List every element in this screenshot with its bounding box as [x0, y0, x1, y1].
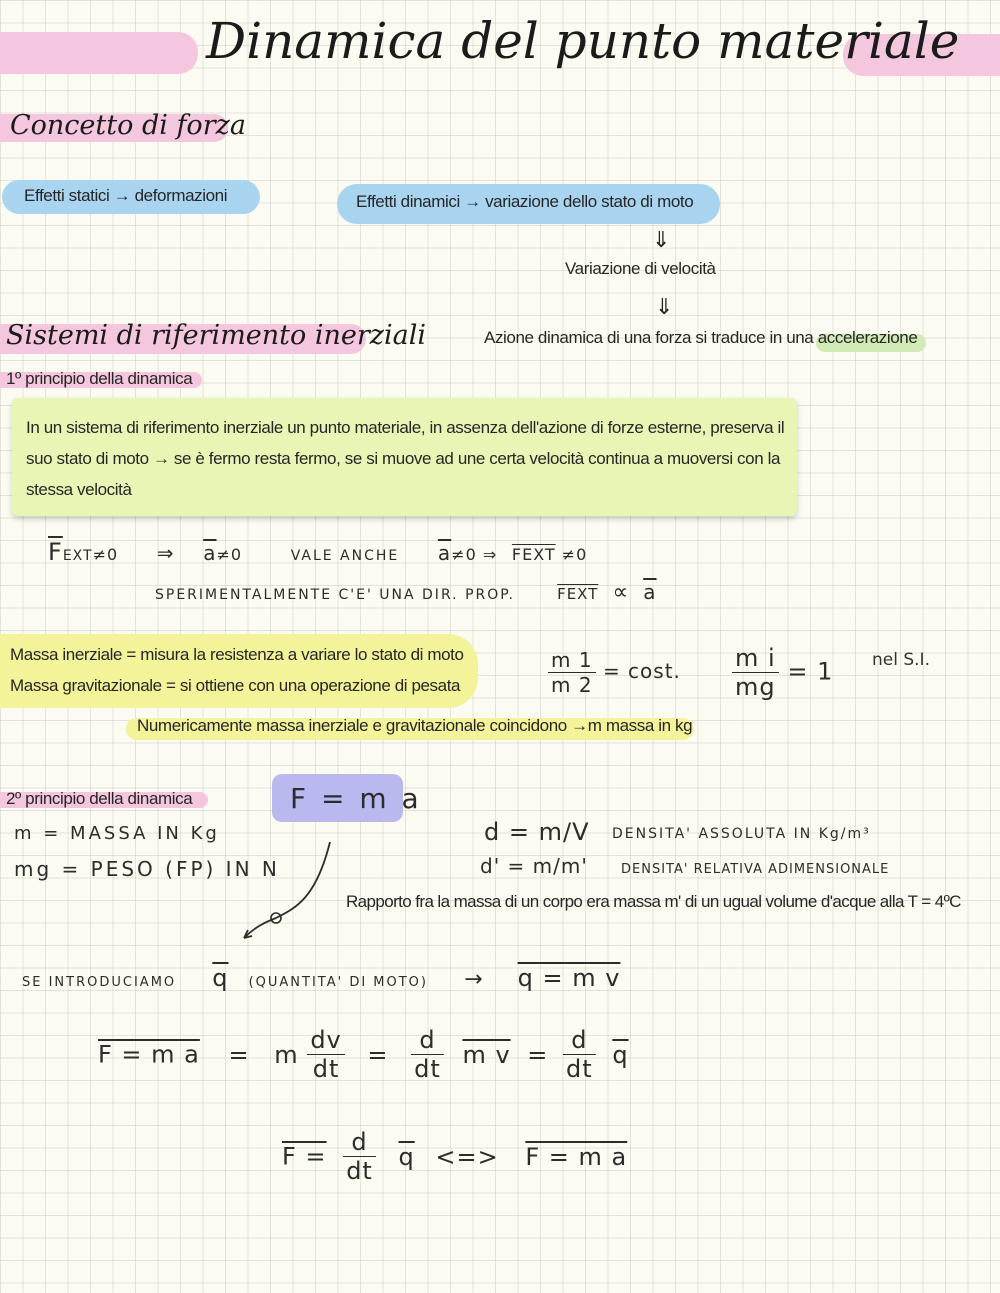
eq2-f: F =	[282, 1142, 327, 1171]
densita-rel-formula: d' = m/m'	[480, 854, 588, 878]
accel-symbol: $\overline{a}$	[203, 541, 217, 565]
fraction	[411, 1026, 444, 1083]
massa-gravitazionale: Massa gravitazionale = si ottiene con una operazione di pesata	[10, 676, 461, 695]
principio1-label: 1º principio della dinamica	[6, 369, 193, 388]
quantita-moto: (QUANTITA' DI MOTO)	[248, 975, 428, 990]
sperimentalmente: SPERIMENTALMENTE C'E' UNA DIR. PROP.	[155, 587, 515, 603]
eq2-rhs: F = m a	[525, 1142, 628, 1171]
vale-anche: VALE ANCHE	[290, 548, 400, 564]
effetti-statici: Effetti statici → deformazioni	[24, 186, 228, 205]
frac-denominator: mg	[735, 673, 776, 701]
frac-numerator: m 1	[548, 648, 596, 673]
equation-1	[98, 1026, 629, 1083]
forza-heading: Concetto di forza	[10, 110, 246, 141]
rapporto-text: Rapporto fra la massa di un corpo era massa m' di un ugual volume d'acque alla T = 4ºC	[346, 892, 961, 911]
azione-dinamica	[484, 328, 917, 348]
fraction	[548, 648, 596, 697]
principio1-text: In un sistema di riferimento inerziale un punto materiale, in assenza dell'azione di forze esterne, preserva il suo stato di moto → se è fermo resta fermo, se si muove ad une certa velocità continua a muoversi con la stessa velocità	[26, 418, 785, 499]
mass-ratio-2	[732, 644, 833, 701]
effetti-dinamici: Effetti dinamici → variazione dello stato di moto	[356, 192, 694, 211]
equation-2	[282, 1128, 627, 1185]
eq1-mv: m v	[462, 1040, 511, 1069]
implies-arrow: ⇒	[156, 541, 175, 565]
peso: mg = PESO (FP) IN N	[14, 857, 280, 881]
accelerazione-word: accelerazione	[817, 328, 918, 347]
fraction	[307, 1026, 344, 1083]
densita-rel-desc: DENSITA' RELATIVA ADIMENSIONALE	[621, 862, 890, 877]
azione-text: Azione dinamica di una forza si traduce in una	[484, 328, 814, 347]
frac-denominator: dt	[414, 1055, 441, 1083]
eq2-iff: <=>	[435, 1142, 499, 1171]
frac-rhs: = cost.	[602, 659, 681, 683]
eq1-equals: =	[228, 1040, 250, 1069]
neq-zero: ≠0	[92, 545, 119, 564]
principio1-box	[12, 398, 797, 516]
frac-numerator: d	[411, 1026, 444, 1055]
frac-denominator: dt	[312, 1055, 340, 1083]
eq1-equals-3: =	[527, 1040, 549, 1069]
proportional-symbol: ∝	[612, 580, 630, 605]
eq1-q: $\overline{q}$	[612, 1040, 629, 1069]
mass-ratio-1	[548, 648, 681, 697]
inerziali-heading: Sistemi di riferimento inerziali	[6, 320, 426, 351]
fraction	[732, 644, 779, 701]
q-symbol: $\overline{q}$	[212, 964, 229, 992]
se-introduciamo: SE INTRODUCIAMO	[22, 975, 177, 990]
eq1-equals-2: =	[367, 1040, 389, 1069]
fext-symbol: FEXT	[511, 545, 556, 564]
down-arrow-icon: ⇓	[655, 295, 674, 320]
eq1-lhs: F = m a	[98, 1040, 200, 1069]
fraction	[563, 1026, 596, 1083]
fraction	[343, 1128, 376, 1185]
quantita-line	[22, 964, 620, 992]
arrow-curve	[244, 842, 330, 938]
frac-numerator: d	[343, 1128, 376, 1157]
right-arrow-icon: →	[464, 967, 484, 992]
force-symbol: $\overline{F}$	[48, 538, 63, 566]
massa-inerziale: Massa inerziale = misura la resistenza a variare lo stato di moto	[10, 645, 464, 664]
ext-subscript: EXT	[62, 548, 93, 564]
down-arrow-icon: ⇓	[652, 228, 671, 253]
variazione-velocita: Variazione di velocità	[565, 259, 716, 278]
frac-denominator: m 2	[551, 673, 593, 697]
frac-numerator: dv	[307, 1026, 344, 1055]
page-title: Dinamica del punto materiale	[206, 12, 960, 70]
pointer-arrow	[236, 838, 336, 948]
eq1-m: m	[274, 1040, 299, 1069]
principio2-label: 2º principio della dinamica	[6, 789, 193, 808]
title-highlight-left	[0, 32, 198, 74]
frac-denominator: dt	[346, 1157, 373, 1185]
frac-numerator: m i	[732, 644, 779, 673]
neq-zero-3: ≠0	[561, 545, 588, 564]
frac-numerator: d	[563, 1026, 596, 1055]
massa-kg: m = MASSA IN Kg	[14, 823, 220, 844]
accel-symbol-3: $\overline{a}$	[643, 580, 657, 604]
newton-formula: F = m a	[290, 782, 422, 815]
frac-denominator: dt	[566, 1055, 593, 1083]
hand-line-1	[48, 538, 587, 566]
densita-desc: DENSITA' ASSOLUTA IN Kg/m³	[612, 826, 871, 842]
frac-rhs: = 1	[787, 657, 834, 686]
coincidono: Numericamente massa inerziale e gravitazionale coincidono →m massa in kg	[137, 716, 693, 735]
eq2-q: $\overline{q}$	[398, 1142, 415, 1171]
neq-zero-implies: ≠0 ⇒	[451, 545, 498, 564]
densita-formula: d = m/V	[484, 818, 590, 846]
hand-line-2	[155, 580, 657, 605]
nel-si: nel S.I.	[872, 650, 930, 670]
q-definition: q = m v	[517, 964, 621, 992]
neq-zero-2: ≠0	[216, 545, 243, 564]
fext-symbol-2: FEXT	[557, 585, 599, 603]
accel-symbol-2: $\overline{a}$	[437, 541, 452, 565]
